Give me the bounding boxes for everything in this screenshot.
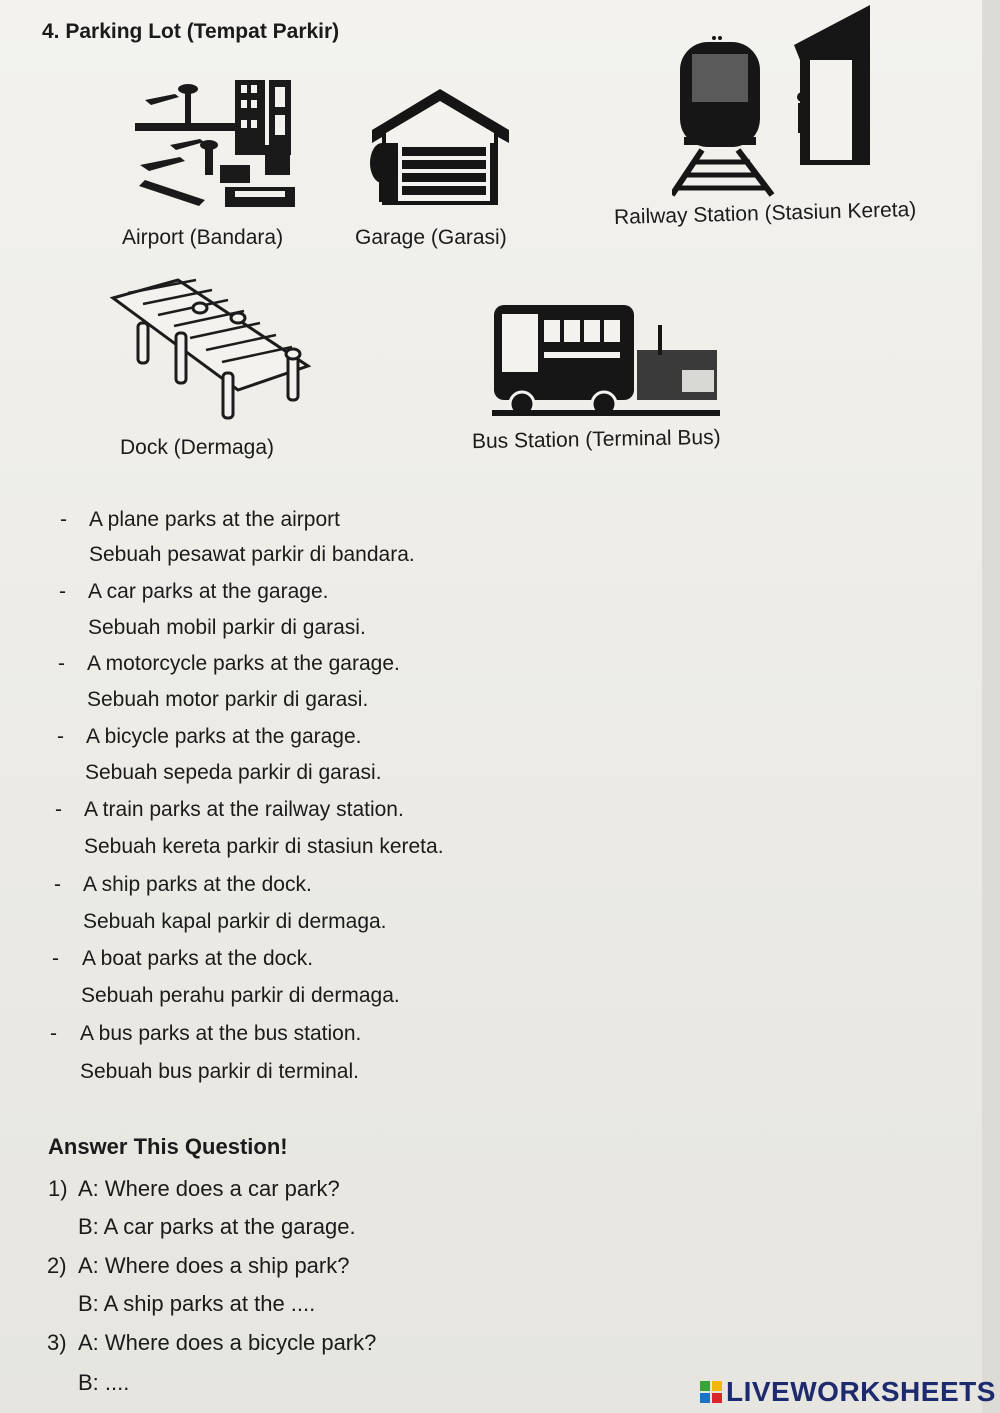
question-a: A: Where does a car park? xyxy=(78,1176,340,1201)
sentence-indonesian: Sebuah pesawat parkir di bandara. xyxy=(89,543,415,566)
bullet-dash: - xyxy=(50,1022,57,1045)
bullet-dash: - xyxy=(57,725,64,748)
questions-heading: Answer This Question! xyxy=(48,1134,288,1159)
garage-icon xyxy=(368,85,513,210)
sentence-indonesian: Sebuah perahu parkir di dermaga. xyxy=(81,984,400,1007)
liveworksheets-logo[interactable] xyxy=(700,1376,996,1408)
question-b-answer-field[interactable]: B: .... xyxy=(78,1370,130,1395)
question-b-answer-field[interactable]: B: A ship parks at the .... xyxy=(78,1291,316,1316)
airport-icon xyxy=(125,75,300,210)
dock-caption: Dock (Dermaga) xyxy=(120,436,275,459)
bullet-dash: - xyxy=(55,798,62,821)
sentence-indonesian: Sebuah mobil parkir di garasi. xyxy=(88,616,366,639)
sentence-english: A car parks at the garage. xyxy=(88,580,329,603)
question-number: 3) xyxy=(47,1330,67,1355)
dock-icon xyxy=(108,278,313,426)
page-edge-shadow xyxy=(982,0,1000,1413)
question-a: A: Where does a bicycle park? xyxy=(78,1330,377,1355)
question-number: 1) xyxy=(48,1176,68,1201)
sentence-indonesian: Sebuah kapal parkir di dermaga. xyxy=(83,910,387,933)
railway-station-icon xyxy=(672,0,877,200)
sentence-english: A ship parks at the dock. xyxy=(83,873,312,896)
bullet-dash: - xyxy=(54,873,61,896)
liveworksheets-logo-icon xyxy=(700,1381,722,1403)
bullet-dash: - xyxy=(60,508,67,531)
bus-caption: Bus Station (Terminal Bus) xyxy=(471,425,721,454)
sentence-english: A bicycle parks at the garage. xyxy=(86,725,362,748)
question-a: A: Where does a ship park? xyxy=(78,1253,350,1278)
question-b: B: A car parks at the garage. xyxy=(78,1214,356,1239)
sentence-indonesian: Sebuah motor parkir di garasi. xyxy=(87,688,369,711)
sentence-english: A bus parks at the bus station. xyxy=(80,1022,362,1045)
liveworksheets-logo-text: LIVEWORKSHEETS xyxy=(726,1376,996,1407)
question-number: 2) xyxy=(47,1253,67,1278)
airport-caption: Airport (Bandara) xyxy=(122,226,284,249)
sentence-english: A plane parks at the airport xyxy=(89,508,340,531)
sentence-indonesian: Sebuah kereta parkir di stasiun kereta. xyxy=(84,835,444,858)
bullet-dash: - xyxy=(59,580,66,603)
sentence-indonesian: Sebuah bus parkir di terminal. xyxy=(80,1060,359,1083)
sentence-english: A motorcycle parks at the garage. xyxy=(87,652,400,675)
sentence-indonesian: Sebuah sepeda parkir di garasi. xyxy=(85,761,382,784)
railway-caption: Railway Station (Stasiun Kereta) xyxy=(613,198,917,229)
section-title: 4. Parking Lot (Tempat Parkir) xyxy=(42,20,340,43)
bus-station-icon xyxy=(492,300,720,420)
sentence-english: A train parks at the railway station. xyxy=(84,798,404,821)
garage-caption: Garage (Garasi) xyxy=(355,226,507,249)
bullet-dash: - xyxy=(58,652,65,675)
bullet-dash: - xyxy=(52,947,59,970)
sentence-english: A boat parks at the dock. xyxy=(82,947,314,970)
